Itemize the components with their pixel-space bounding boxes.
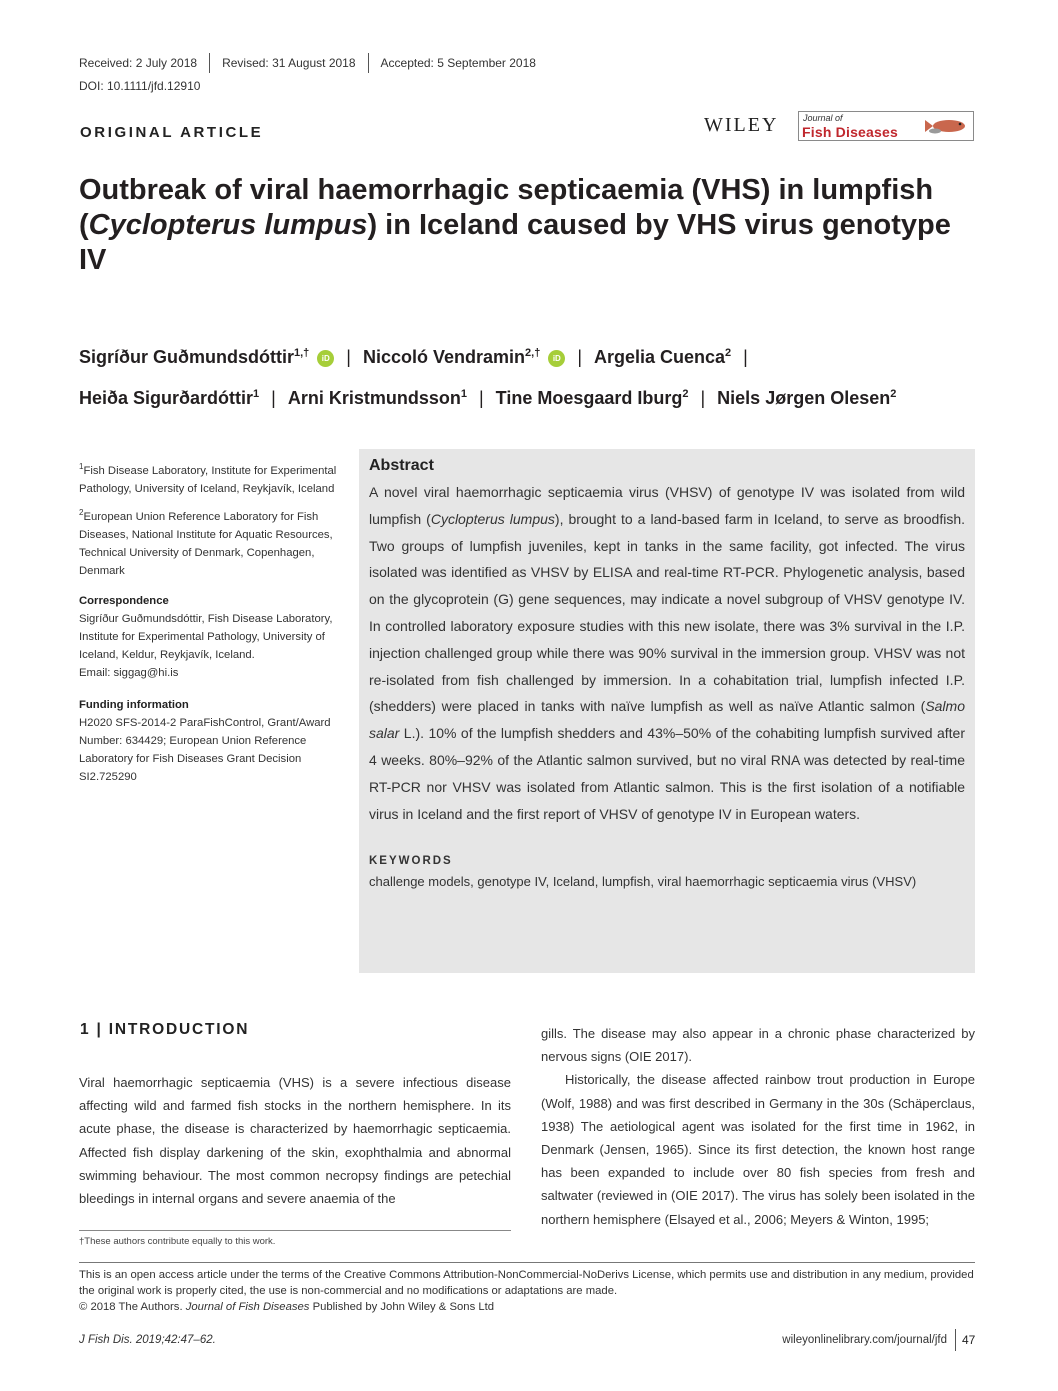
- intro-paragraph: gills. The disease may also appear in a chronic phase characterized by nervous signs (OIE 2017).: [541, 1026, 975, 1065]
- correspondence-text: Sigríður Guðmundsdóttir, Fish Disease Laboratory, Institute for Experimental Pathology, University of Iceland, Keldur, Reykjavík, Iceland. Email: siggag@hi.is: [79, 612, 333, 679]
- journal-logo-top: Journal of: [803, 113, 843, 123]
- footer-separator: [955, 1329, 956, 1351]
- abstract-box: [359, 449, 975, 973]
- date-separator: [368, 53, 369, 73]
- abstract-text: A novel viral haemorrhagic septicaemia virus (VHSV) of genotype IV was isolated from wild lumpfish (Cyclopterus lumpus), brought to a land-based farm in Iceland, to serve as broodfish. Two groups of lumpfish juveniles, kept in tanks in the same facility, got infected. The virus isolated was identified as VHSV by ELISA and real-time RT-PCR. Phylogenetic analysis, based on the glycoprotein (G) gene sequences, may indicate a novel subgroup of VHSV genotype IV. In controlled laboratory exposure studies with this new isolate, there was 3% survival in the I.P. injection challenged group while there was 90% survival in the immersion group. VHSV was not re-isolated from fish challenged by immersion. In a cohabitation trial, lumpfish infected I.P. (shedders) were placed in tanks with naïve lumpfish as well as naïve Atlantic salmon (Salmo salar L.). 10% of the lumpfish shedders and 43%–50% of the cohabiting lumpfish survived after 4 weeks. 80%–92% of the Atlantic salmon survived, but no viral RNA was detected by real-time RT-PCR nor VHSV was isolated from Atlantic salmon. This is the first isolation of a notifiable virus in Iceland and the first report of VHSV of genotype IV in European waters.: [369, 484, 966, 822]
- journal-logo: [798, 111, 974, 141]
- article-title: Outbreak of viral haemorrhagic septicaemia (VHS) in lumpfish (Cyclopterus lumpus) in Iceland caused by VHS virus genotype IV: [79, 174, 951, 276]
- license-notice: [79, 1267, 975, 1315]
- copyright: © 2018 The Authors. Journal of Fish Diseases Published by John Wiley & Sons Ltd: [79, 1301, 495, 1313]
- intro-column-2: [541, 1022, 975, 1231]
- date-separator: [209, 53, 210, 73]
- license-rule: [79, 1262, 975, 1263]
- author-name[interactable]: Niels Jørgen Olesen$^2$: [717, 388, 897, 408]
- footnote-rule: [79, 1230, 511, 1231]
- license-text: This is an open access article under the terms of the Creative Commons Attribution-NonCommercial-NoDerivs License, which permits use and distribution in any medium, provided the original work is properly cited, the use is non-commercial and no modifications or adaptations are made.: [79, 1269, 974, 1297]
- correspondence-heading: Correspondence: [79, 594, 169, 607]
- publisher-logo: WILEY: [704, 114, 779, 136]
- funding-text: H2020 SFS-2014-2 ParaFishControl, Grant/Award Number: 634429; European Union Reference Laboratory for Fish Diseases Grant Decision SI2.725290: [79, 716, 331, 783]
- revised-date: Revised: 31 August 2018: [222, 56, 356, 70]
- abstract-heading: Abstract: [369, 457, 434, 474]
- orcid-icon[interactable]: iD: [548, 350, 565, 367]
- intro-column-1: Viral haemorrhagic septicaemia (VHS) is a severe infectious disease affecting wild and farmed fish stocks in the northern hemisphere. In its acute phase, the disease is characterized by haemorrhagic septicaemia. Affected fish display darkening of the skin, exophthalmia and abnormal swimming behaviour. The most common necropsy findings are petechial bleedings in internal organs and severe anaemia of the: [79, 1075, 511, 1207]
- page-number: 47: [962, 1333, 976, 1347]
- journal-url[interactable]: wileyonlinelibrary.com/journal/jfd: [782, 1334, 947, 1346]
- article-dates: [79, 53, 536, 73]
- orcid-icon[interactable]: iD: [317, 350, 334, 367]
- funding-heading: Funding information: [79, 698, 189, 711]
- intro-paragraph: Historically, the disease affected rainbow trout production in Europe (Wolf, 1988) and was first described in Germany in the 30s (Schäperclaus, 1938) The aetiological agent was isolated for the first time in 1962, in Denmark (Jensen, 1965). Since its first detection, the known host range has been expanded to include over 80 fish species from fresh and saltwater (reviewed in (OIE 2017). The virus has solely been isolated in the northern hemisphere (Elsayed et al., 2006; Meyers & Winton, 1995;: [541, 1072, 975, 1227]
- author-name[interactable]: Heiða Sigurðardóttir$^1$: [79, 388, 260, 408]
- author-list: Sigríður Guðmundsdóttir$^{1,\dagger}$ iD | Niccoló Vendramin$^{2,\dagger}$ iD | Argelia Cuenca$^2$ | Heiða Sigurðardóttir$^1$ | Arni Kristmundsson$^1$ | Tine Moesgaard Iburg$^2$ | Niels Jørgen Olesen$^2$: [79, 347, 897, 408]
- affiliation: $^1$Fish Disease Laboratory, Institute for Experimental Pathology, University of Iceland, Reykjavík, Iceland: [79, 462, 337, 495]
- section-heading: 1 | INTRODUCTION: [80, 1021, 250, 1038]
- author-name[interactable]: Argelia Cuenca$^2$: [594, 347, 732, 367]
- keywords-heading: KEYWORDS: [369, 855, 453, 868]
- footnote: †These authors contribute equally to this work.: [79, 1236, 276, 1247]
- keywords: challenge models, genotype IV, Iceland, lumpfish, viral haemorrhagic septicaemia virus (VHSV): [369, 874, 917, 890]
- article-info-column: [79, 458, 341, 786]
- accepted-date: Accepted: 5 September 2018: [380, 56, 536, 70]
- article-type: ORIGINAL ARTICLE: [80, 124, 264, 141]
- doi[interactable]: DOI: 10.1111/jfd.12910: [79, 79, 201, 93]
- affiliation: $^2$European Union Reference Laboratory for Fish Diseases, National Institute for Aquatic Resources, Technical University of Denmark, Copenhagen, Denmark: [79, 507, 333, 577]
- correspondence-email[interactable]: Email: siggag@hi.is: [79, 666, 179, 679]
- journal-logo-name: Fish Diseases: [802, 124, 898, 140]
- author-name[interactable]: Arni Kristmundsson$^1$: [287, 388, 467, 408]
- author-name[interactable]: Sigríður Guðmundsdóttir$^{1,\dagger}$: [79, 347, 310, 367]
- citation: J Fish Dis. 2019;42:47–62.: [79, 1334, 216, 1346]
- fish-icon: [923, 116, 971, 136]
- received-date: Received: 2 July 2018: [79, 56, 198, 70]
- author-name[interactable]: Tine Moesgaard Iburg$^2$: [495, 388, 689, 408]
- author-name[interactable]: Niccoló Vendramin$^{2,\dagger}$: [362, 347, 541, 367]
